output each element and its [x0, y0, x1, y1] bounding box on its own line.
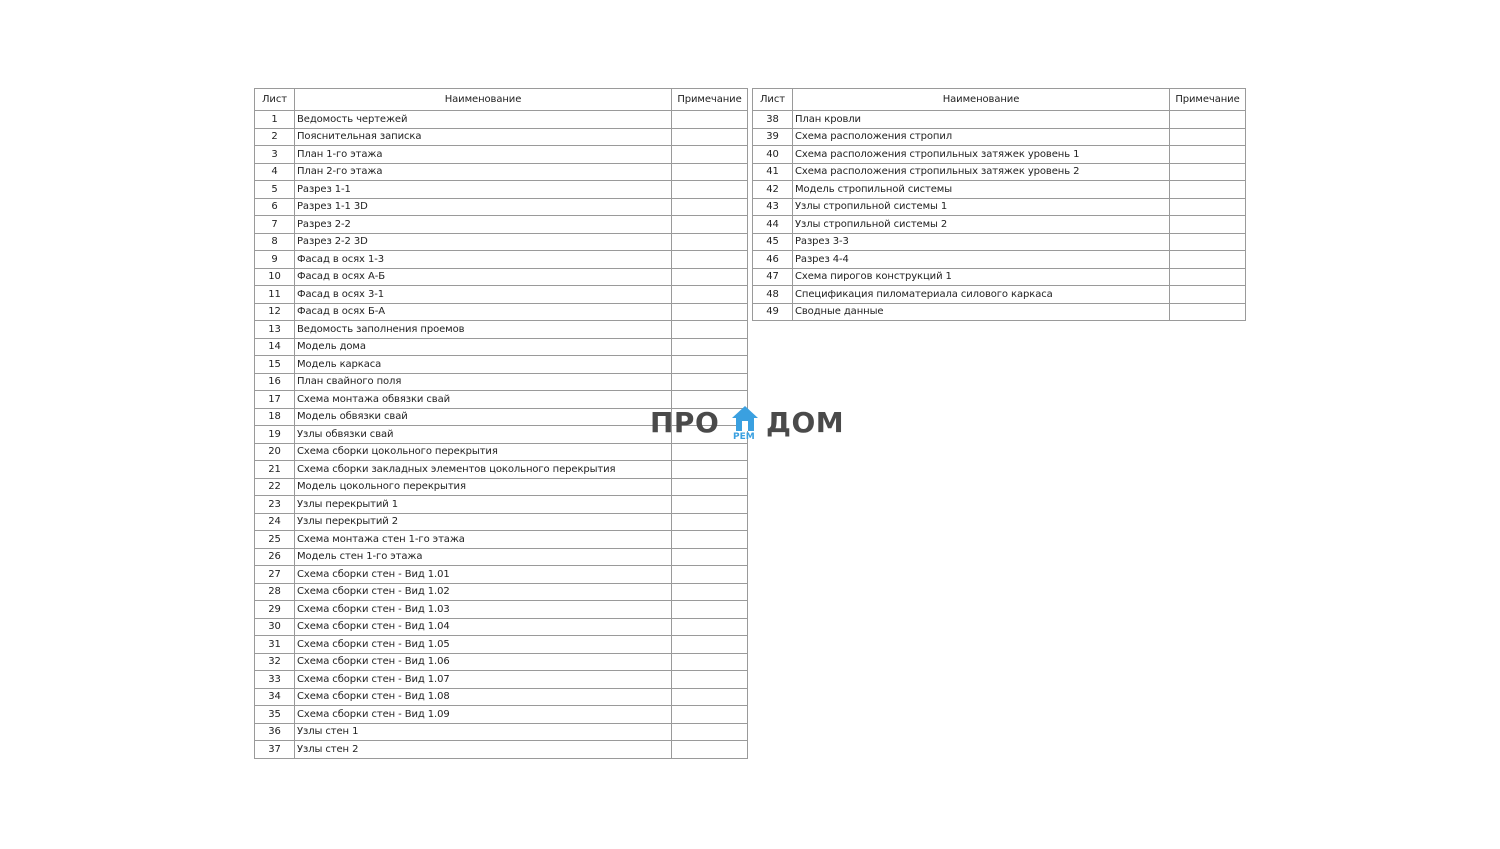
sheet-note-cell	[1170, 303, 1246, 321]
sheet-note-cell	[672, 233, 748, 251]
sheet-note-cell	[672, 303, 748, 321]
sheet-number-cell: 10	[255, 268, 295, 286]
sheet-number-cell: 26	[255, 548, 295, 566]
table-header-row	[255, 89, 748, 111]
sheet-number-cell: 11	[255, 286, 295, 304]
sheet-note-cell	[672, 618, 748, 636]
table-row	[255, 653, 748, 671]
sheet-note-cell	[1170, 268, 1246, 286]
sheet-name-cell: Схема сборки стен - Вид 1.01	[295, 566, 672, 584]
header-name: Наименование	[793, 89, 1170, 111]
sheet-number-cell: 34	[255, 688, 295, 706]
sheet-name-cell: Модель цокольного перекрытия	[295, 478, 672, 496]
sheet-note-cell	[672, 373, 748, 391]
sheet-number-cell: 7	[255, 216, 295, 234]
sheet-name-cell: Схема монтажа обвязки свай	[295, 391, 672, 409]
sheet-number-cell: 24	[255, 513, 295, 531]
table-row	[255, 233, 748, 251]
table-row	[753, 286, 1246, 304]
sheet-number-cell: 29	[255, 601, 295, 619]
sheet-number-cell: 13	[255, 321, 295, 339]
sheet-name-cell: Фасад в осях 3-1	[295, 286, 672, 304]
sheet-note-cell	[1170, 198, 1246, 216]
sheet-name-cell: Узлы стен 2	[295, 741, 672, 759]
sheet-number-cell: 1	[255, 111, 295, 129]
sheet-number-cell: 49	[753, 303, 793, 321]
sheet-name-cell: Схема сборки закладных элементов цокольного перекрытия	[295, 461, 672, 479]
table-row	[753, 233, 1246, 251]
sheet-note-cell	[672, 163, 748, 181]
table-row	[255, 671, 748, 689]
table-row	[753, 181, 1246, 199]
sheet-note-cell	[672, 513, 748, 531]
table-row	[255, 303, 748, 321]
watermark-right-text: ДОМ	[766, 406, 845, 439]
sheet-note-cell	[1170, 111, 1246, 129]
table-row	[753, 146, 1246, 164]
sheet-name-cell: Схема сборки стен - Вид 1.05	[295, 636, 672, 654]
sheet-name-cell: Фасад в осях 1-3	[295, 251, 672, 269]
sheet-note-cell	[672, 198, 748, 216]
sheet-name-cell: Схема сборки стен - Вид 1.06	[295, 653, 672, 671]
sheet-number-cell: 8	[255, 233, 295, 251]
drawing-list-table-right	[752, 88, 1246, 321]
sheet-note-cell	[672, 111, 748, 129]
sheet-name-cell: Схема сборки стен - Вид 1.09	[295, 706, 672, 724]
sheet-number-cell: 15	[255, 356, 295, 374]
sheet-note-cell	[672, 583, 748, 601]
table-row	[753, 163, 1246, 181]
sheet-number-cell: 37	[255, 741, 295, 759]
table-row	[753, 303, 1246, 321]
sheet-note-cell	[672, 478, 748, 496]
sheet-note-cell	[672, 321, 748, 339]
table-row	[255, 723, 748, 741]
table-row	[255, 531, 748, 549]
table-row	[255, 373, 748, 391]
sheet-number-cell: 3	[255, 146, 295, 164]
header-name: Наименование	[295, 89, 672, 111]
sheet-note-cell	[672, 251, 748, 269]
sheet-number-cell: 39	[753, 128, 793, 146]
sheet-note-cell	[1170, 251, 1246, 269]
sheet-name-cell: Модель обвязки свай	[295, 408, 672, 426]
sheet-note-cell	[672, 181, 748, 199]
watermark-logo	[650, 404, 850, 446]
sheet-note-cell	[672, 356, 748, 374]
sheet-note-cell	[672, 566, 748, 584]
sheet-name-cell: Модель стен 1-го этажа	[295, 548, 672, 566]
sheet-name-cell: План свайного поля	[295, 373, 672, 391]
sheet-name-cell: Модель стропильной системы	[793, 181, 1170, 199]
table-row	[255, 601, 748, 619]
table-row	[753, 216, 1246, 234]
table-row	[255, 111, 748, 129]
sheet-number-cell: 42	[753, 181, 793, 199]
table-row	[255, 706, 748, 724]
sheet-number-cell: 30	[255, 618, 295, 636]
sheet-number-cell: 41	[753, 163, 793, 181]
table-row	[255, 583, 748, 601]
sheet-number-cell: 17	[255, 391, 295, 409]
table-header-row	[753, 89, 1246, 111]
sheet-name-cell: Разрез 1-1 3D	[295, 198, 672, 216]
sheet-name-cell: Схема расположения стропильных затяжек уровень 2	[793, 163, 1170, 181]
table-row	[255, 128, 748, 146]
table-row	[753, 128, 1246, 146]
table-row	[255, 741, 748, 759]
sheet-note-cell	[672, 338, 748, 356]
sheet-name-cell: Узлы стен 1	[295, 723, 672, 741]
sheet-name-cell: Разрез 2-2 3D	[295, 233, 672, 251]
sheet-number-cell: 28	[255, 583, 295, 601]
sheet-note-cell	[1170, 181, 1246, 199]
table-row	[255, 496, 748, 514]
sheet-note-cell	[672, 146, 748, 164]
sheet-name-cell: Модель каркаса	[295, 356, 672, 374]
sheet-name-cell: Узлы стропильной системы 1	[793, 198, 1170, 216]
sheet-name-cell: Фасад в осях А-Б	[295, 268, 672, 286]
sheet-note-cell	[672, 706, 748, 724]
watermark-left-text: ПРО	[650, 406, 720, 439]
sheet-note-cell	[672, 671, 748, 689]
table-row	[255, 198, 748, 216]
sheet-name-cell: Узлы перекрытий 2	[295, 513, 672, 531]
sheet-note-cell	[672, 688, 748, 706]
sheet-name-cell: Ведомость заполнения проемов	[295, 321, 672, 339]
table-row	[255, 618, 748, 636]
sheet-number-cell: 31	[255, 636, 295, 654]
sheet-note-cell	[672, 286, 748, 304]
sheet-number-cell: 43	[753, 198, 793, 216]
table-row	[255, 286, 748, 304]
sheet-number-cell: 9	[255, 251, 295, 269]
sheet-name-cell: Схема сборки стен - Вид 1.08	[295, 688, 672, 706]
table-row	[255, 181, 748, 199]
table-row	[255, 321, 748, 339]
sheet-note-cell	[1170, 216, 1246, 234]
sheet-number-cell: 40	[753, 146, 793, 164]
sheet-name-cell: Сводные данные	[793, 303, 1170, 321]
sheet-name-cell: Схема пирогов конструкций 1	[793, 268, 1170, 286]
sheet-number-cell: 33	[255, 671, 295, 689]
sheet-name-cell: Схема сборки стен - Вид 1.03	[295, 601, 672, 619]
table-row	[255, 566, 748, 584]
sheet-note-cell	[672, 128, 748, 146]
sheet-number-cell: 14	[255, 338, 295, 356]
sheet-note-cell	[672, 741, 748, 759]
table-row	[255, 461, 748, 479]
table-row	[753, 268, 1246, 286]
sheet-name-cell: Узлы перекрытий 1	[295, 496, 672, 514]
sheet-number-cell: 45	[753, 233, 793, 251]
table-row	[255, 251, 748, 269]
header-sheet: Лист	[255, 89, 295, 111]
sheet-name-cell: Схема монтажа стен 1-го этажа	[295, 531, 672, 549]
sheet-name-cell: Модель дома	[295, 338, 672, 356]
sheet-name-cell: Схема сборки стен - Вид 1.02	[295, 583, 672, 601]
sheet-number-cell: 48	[753, 286, 793, 304]
table-row	[255, 338, 748, 356]
table-row	[255, 163, 748, 181]
sheet-number-cell: 2	[255, 128, 295, 146]
sheet-note-cell	[672, 461, 748, 479]
sheet-name-cell: Ведомость чертежей	[295, 111, 672, 129]
sheet-number-cell: 32	[255, 653, 295, 671]
sheet-note-cell	[672, 723, 748, 741]
sheet-number-cell: 38	[753, 111, 793, 129]
sheet-note-cell	[672, 268, 748, 286]
table-row	[255, 548, 748, 566]
house-icon	[730, 404, 760, 434]
sheet-name-cell: Схема расположения стропильных затяжек уровень 1	[793, 146, 1170, 164]
sheet-note-cell	[672, 653, 748, 671]
table-row	[255, 216, 748, 234]
sheet-name-cell: Схема расположения стропил	[793, 128, 1170, 146]
sheet-number-cell: 46	[753, 251, 793, 269]
table-row	[753, 198, 1246, 216]
sheet-name-cell: Разрез 2-2	[295, 216, 672, 234]
table-row	[255, 688, 748, 706]
sheet-note-cell	[672, 636, 748, 654]
sheet-number-cell: 21	[255, 461, 295, 479]
sheet-name-cell: Спецификация пиломатериала силового каркаса	[793, 286, 1170, 304]
sheet-note-cell	[1170, 146, 1246, 164]
sheet-name-cell: Разрез 1-1	[295, 181, 672, 199]
sheet-name-cell: План 2-го этажа	[295, 163, 672, 181]
table-row	[255, 146, 748, 164]
watermark-small-text: РЕМ	[733, 432, 755, 442]
header-note: Примечание	[1170, 89, 1246, 111]
sheet-number-cell: 19	[255, 426, 295, 444]
table-row	[255, 513, 748, 531]
sheet-name-cell: План 1-го этажа	[295, 146, 672, 164]
sheet-name-cell: Разрез 3-3	[793, 233, 1170, 251]
sheet-note-cell	[1170, 233, 1246, 251]
sheet-name-cell: Узлы стропильной системы 2	[793, 216, 1170, 234]
sheet-note-cell	[1170, 163, 1246, 181]
table-row	[255, 268, 748, 286]
sheet-note-cell	[672, 548, 748, 566]
sheet-note-cell	[672, 531, 748, 549]
sheet-number-cell: 44	[753, 216, 793, 234]
sheet-note-cell	[672, 216, 748, 234]
sheet-name-cell: Схема сборки стен - Вид 1.04	[295, 618, 672, 636]
table-row	[753, 111, 1246, 129]
table-row	[255, 356, 748, 374]
sheet-name-cell: Пояснительная записка	[295, 128, 672, 146]
sheet-number-cell: 12	[255, 303, 295, 321]
sheet-name-cell: Узлы обвязки свай	[295, 426, 672, 444]
sheet-note-cell	[1170, 286, 1246, 304]
sheet-number-cell: 25	[255, 531, 295, 549]
sheet-number-cell: 23	[255, 496, 295, 514]
sheet-name-cell: План кровли	[793, 111, 1170, 129]
sheet-name-cell: Схема сборки стен - Вид 1.07	[295, 671, 672, 689]
sheet-number-cell: 5	[255, 181, 295, 199]
sheet-number-cell: 20	[255, 443, 295, 461]
sheet-note-cell	[672, 601, 748, 619]
header-sheet: Лист	[753, 89, 793, 111]
table-row	[255, 478, 748, 496]
sheet-name-cell: Схема сборки цокольного перекрытия	[295, 443, 672, 461]
sheet-number-cell: 35	[255, 706, 295, 724]
sheet-number-cell: 4	[255, 163, 295, 181]
sheet-number-cell: 6	[255, 198, 295, 216]
sheet-number-cell: 22	[255, 478, 295, 496]
sheet-name-cell: Разрез 4-4	[793, 251, 1170, 269]
sheet-number-cell: 36	[255, 723, 295, 741]
table-row	[255, 636, 748, 654]
sheet-note-cell	[1170, 128, 1246, 146]
table-row	[753, 251, 1246, 269]
sheet-name-cell: Фасад в осях Б-А	[295, 303, 672, 321]
header-note: Примечание	[672, 89, 748, 111]
sheet-note-cell	[672, 496, 748, 514]
sheet-number-cell: 27	[255, 566, 295, 584]
sheet-number-cell: 18	[255, 408, 295, 426]
sheet-number-cell: 47	[753, 268, 793, 286]
sheet-number-cell: 16	[255, 373, 295, 391]
